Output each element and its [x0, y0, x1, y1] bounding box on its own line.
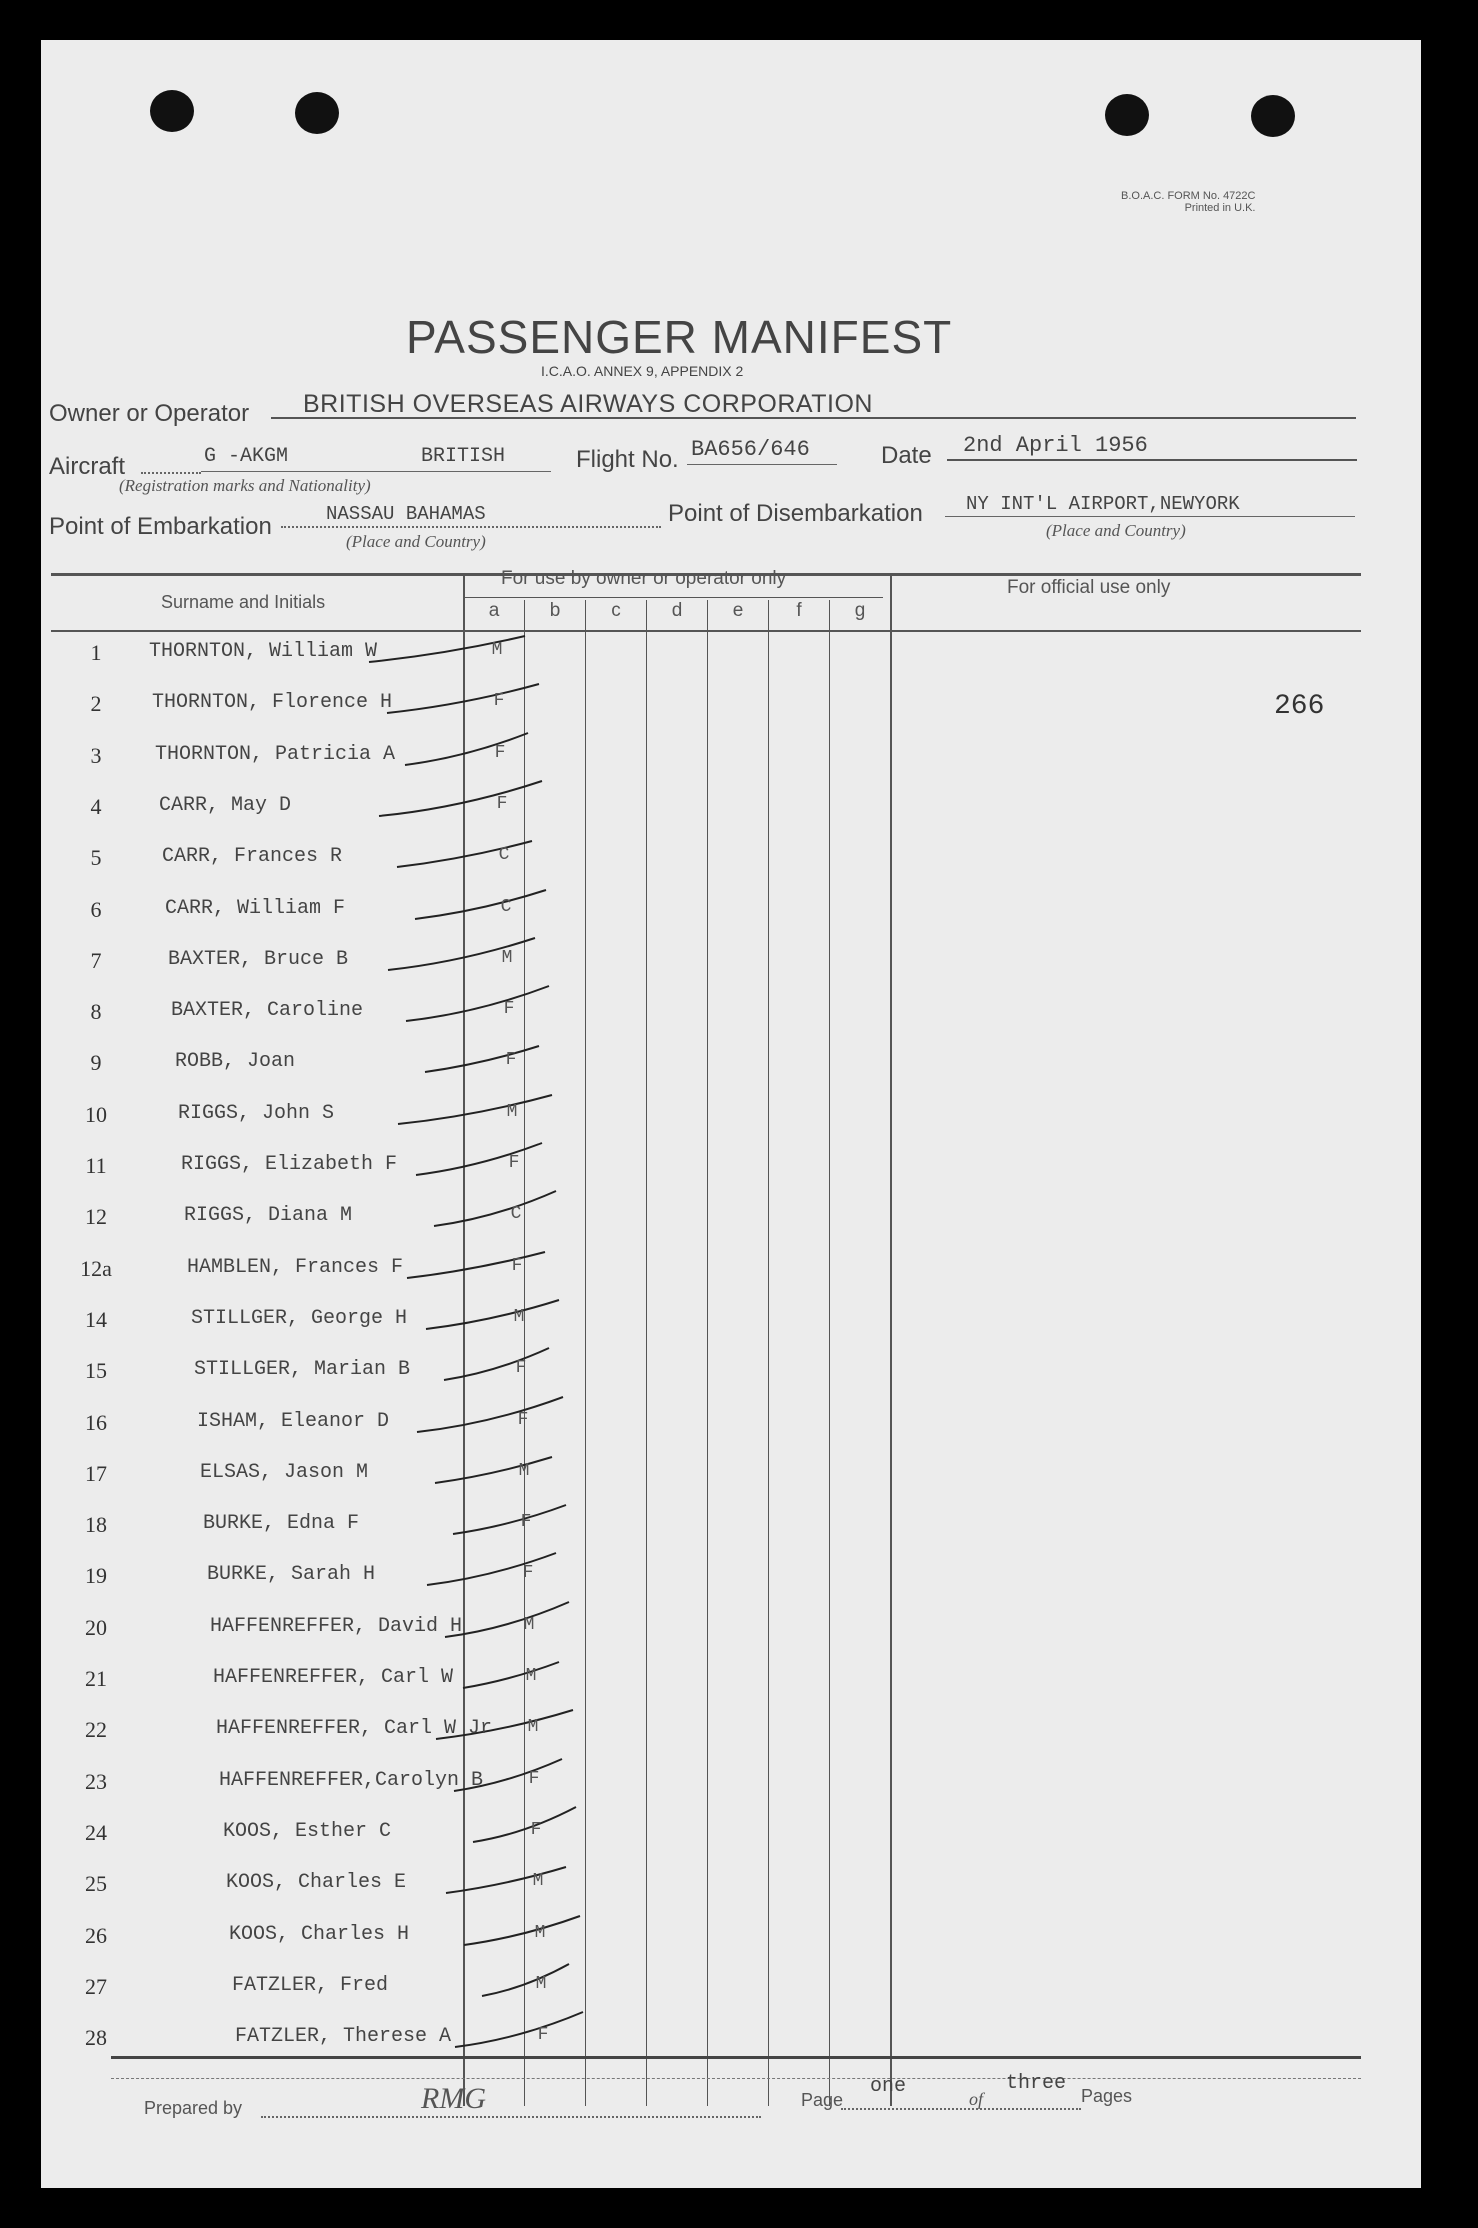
- passenger-name: RIGGS, Elizabeth F: [181, 1153, 398, 1176]
- passenger-name: KOOS, Charles H: [229, 1923, 410, 1946]
- passenger-name: FATZLER, Therese A: [235, 2025, 452, 2048]
- embarkation-note: (Place and Country): [346, 532, 486, 551]
- passenger-name: CARR, May D: [159, 794, 292, 817]
- table-row: [41, 1563, 1421, 1614]
- passenger-name: THORNTON, Florence H: [152, 691, 393, 714]
- table-row: [41, 1050, 1421, 1101]
- passenger-sex: M: [527, 1717, 539, 1737]
- row-number: 9: [90, 1050, 102, 1075]
- passenger-sex: F: [530, 1820, 542, 1840]
- table-row: [41, 1666, 1421, 1717]
- passenger-sex: C: [500, 897, 512, 917]
- passenger-name: HAFFENREFFER,Carolyn B: [219, 1769, 484, 1792]
- passenger-sex: M: [532, 1871, 544, 1891]
- passenger-name: HAFFENREFFER, Carl W Jr: [216, 1717, 493, 1740]
- embarkation-value: NASSAU BAHAMAS: [326, 503, 486, 525]
- passenger-sex: M: [506, 1102, 518, 1122]
- passenger-sex: F: [493, 691, 505, 711]
- page-title: PASSENGER MANIFEST: [406, 311, 953, 363]
- official-note: 266: [1274, 691, 1325, 722]
- passenger-name: STILLGER, George H: [191, 1307, 408, 1330]
- row-number: 11: [85, 1153, 107, 1178]
- aircraft-registration: G -AKGM: [204, 445, 289, 468]
- row-number: 15: [85, 1358, 107, 1383]
- table-row: [41, 1769, 1421, 1820]
- passenger-name: KOOS, Charles E: [226, 1871, 407, 1894]
- passenger-sex: F: [505, 1050, 517, 1070]
- prepared-by-label: Prepared by: [144, 2098, 243, 2118]
- owner-value: BRITISH OVERSEAS AIRWAYS CORPORATION: [303, 390, 873, 418]
- row-number: 19: [85, 1563, 107, 1588]
- disembarkation-label: Point of Disembarkation: [668, 500, 923, 527]
- row-number: 17: [85, 1461, 107, 1486]
- page-subtitle: I.C.A.O. ANNEX 9, APPENDIX 2: [541, 363, 744, 379]
- table-row: [41, 999, 1421, 1050]
- row-number: 10: [85, 1102, 107, 1127]
- passenger-sex: F: [503, 999, 515, 1019]
- table-row: [41, 1153, 1421, 1204]
- pages-label: Pages: [1081, 2086, 1133, 2106]
- passenger-sex: M: [513, 1307, 525, 1327]
- table-row: [41, 948, 1421, 999]
- passenger-name: RIGGS, Diana M: [184, 1204, 353, 1227]
- passenger-sex: C: [498, 845, 510, 865]
- passenger-sex: F: [515, 1358, 527, 1378]
- embarkation-label: Point of Embarkation: [49, 513, 272, 540]
- passenger-name: THORNTON, William W: [149, 640, 378, 663]
- passenger-name: BAXTER, Bruce B: [168, 948, 349, 971]
- passenger-name: HAMBLEN, Frances F: [187, 1256, 404, 1279]
- passenger-sex: F: [537, 2025, 549, 2045]
- row-number: 23: [85, 1769, 107, 1794]
- flight-number: BA656/646: [691, 437, 810, 462]
- table-row: [41, 1615, 1421, 1666]
- column-e-header: e: [732, 600, 744, 621]
- passenger-name: STILLGER, Marian B: [194, 1358, 411, 1381]
- owner-label: Owner or Operator: [49, 400, 250, 427]
- table-row: [41, 1512, 1421, 1563]
- column-f-header: f: [796, 600, 802, 621]
- row-number: 20: [85, 1615, 107, 1640]
- table-bottom-rule: [111, 2056, 1361, 2059]
- table-row: [41, 1358, 1421, 1409]
- row-number: 8: [90, 999, 102, 1024]
- disembarkation-value: NY INT'L AIRPORT,NEWYORK: [966, 493, 1240, 515]
- of-label: of: [969, 2089, 984, 2109]
- table-row: [41, 794, 1421, 845]
- table-row: [41, 1256, 1421, 1307]
- page-label: Page: [801, 2090, 844, 2110]
- row-number: 4: [90, 794, 102, 819]
- row-number: 3: [90, 743, 102, 768]
- passenger-sex: M: [491, 640, 503, 660]
- passenger-name: CARR, William F: [165, 897, 346, 920]
- aircraft-nationality: BRITISH: [421, 445, 506, 468]
- flight-label: Flight No.: [576, 446, 679, 473]
- form-number: B.O.A.C. FORM No. 4722C: [1121, 190, 1256, 202]
- official-use-header: For official use only: [1007, 577, 1171, 598]
- passenger-name: ELSAS, Jason M: [200, 1461, 369, 1484]
- row-number: 6: [90, 897, 102, 922]
- passenger-sex: M: [535, 1974, 547, 1994]
- aircraft-note: (Registration marks and Nationality): [119, 476, 371, 495]
- passenger-sex: M: [525, 1666, 537, 1686]
- row-number: 14: [85, 1307, 107, 1332]
- disembarkation-note: (Place and Country): [1046, 521, 1186, 540]
- manifest-sheet: [41, 40, 1421, 2188]
- passenger-sex: M: [523, 1615, 535, 1635]
- passenger-name: BURKE, Edna F: [203, 1512, 360, 1535]
- date-label: Date: [881, 442, 932, 469]
- prepared-by-signature: RMG: [421, 2082, 486, 2115]
- passenger-name: THORNTON, Patricia A: [155, 743, 396, 766]
- passenger-name: BURKE, Sarah H: [207, 1563, 376, 1586]
- row-number: 28: [85, 2025, 107, 2050]
- surname-header: Surname and Initials: [161, 592, 326, 612]
- passenger-sex: F: [496, 794, 508, 814]
- column-c-header: c: [611, 600, 621, 621]
- passenger-sex: F: [517, 1410, 529, 1430]
- passenger-sex: F: [511, 1256, 523, 1276]
- table-row: [41, 1974, 1421, 2025]
- row-number: 1: [90, 640, 102, 665]
- table-row: [41, 743, 1421, 794]
- column-g-header: g: [854, 600, 866, 621]
- table-row: [41, 640, 1421, 691]
- table-row: [41, 1820, 1421, 1871]
- passenger-sex: M: [534, 1923, 546, 1943]
- passenger-sex: F: [522, 1563, 534, 1583]
- row-number: 25: [85, 1871, 107, 1896]
- page-total: three: [1006, 2072, 1067, 2095]
- row-number: 12: [85, 1204, 107, 1229]
- passenger-name: KOOS, Esther C: [223, 1820, 392, 1843]
- aircraft-label: Aircraft: [49, 453, 126, 480]
- table-row: [41, 1410, 1421, 1461]
- passenger-sex: F: [508, 1153, 520, 1173]
- table-row: [41, 1923, 1421, 1974]
- passenger-name: RIGGS, John S: [178, 1102, 335, 1125]
- row-number: 22: [85, 1717, 107, 1742]
- passenger-sex: C: [510, 1204, 522, 1224]
- passenger-name: CARR, Frances R: [162, 845, 343, 868]
- table-row: [41, 1204, 1421, 1255]
- row-number: 24: [85, 1820, 107, 1845]
- table-row: [41, 897, 1421, 948]
- row-number: 12a: [80, 1256, 112, 1281]
- passenger-name: ISHAM, Eleanor D: [197, 1410, 390, 1433]
- date-value: 2nd April 1956: [963, 433, 1148, 458]
- table-row: [41, 1871, 1421, 1922]
- row-number: 7: [90, 948, 102, 973]
- table-row: [41, 845, 1421, 896]
- passenger-name: BAXTER, Caroline: [171, 999, 364, 1022]
- page-number: one: [870, 2075, 907, 2098]
- table-row: [41, 1102, 1421, 1153]
- passenger-name: HAFFENREFFER, Carl W: [213, 1666, 454, 1689]
- row-number: 27: [85, 1974, 107, 1999]
- owner-use-header: For use by owner or operator only: [501, 568, 787, 589]
- row-number: 26: [85, 1923, 107, 1948]
- table-row: [41, 1461, 1421, 1512]
- passenger-name: FATZLER, Fred: [232, 1974, 389, 1997]
- table-row: [41, 1307, 1421, 1358]
- printed-in: Printed in U.K.: [1184, 202, 1256, 214]
- row-number: 16: [85, 1410, 107, 1435]
- table-row: [41, 691, 1421, 742]
- passenger-sex: F: [528, 1769, 540, 1789]
- row-number: 5: [90, 845, 102, 870]
- column-d-header: d: [671, 600, 683, 621]
- table-row: [41, 2025, 1421, 2076]
- row-number: 18: [85, 1512, 107, 1537]
- passenger-name: ROBB, Joan: [175, 1050, 296, 1073]
- passenger-sex: F: [520, 1512, 532, 1532]
- column-a-header: a: [488, 600, 500, 621]
- passenger-name: HAFFENREFFER, David H: [210, 1615, 463, 1638]
- row-number: 21: [85, 1666, 107, 1691]
- passenger-sex: F: [494, 743, 506, 763]
- table-row: [41, 1717, 1421, 1768]
- column-b-header: b: [549, 600, 561, 621]
- row-number: 2: [90, 691, 102, 716]
- passenger-sex: M: [518, 1461, 530, 1481]
- passenger-sex: M: [501, 948, 513, 968]
